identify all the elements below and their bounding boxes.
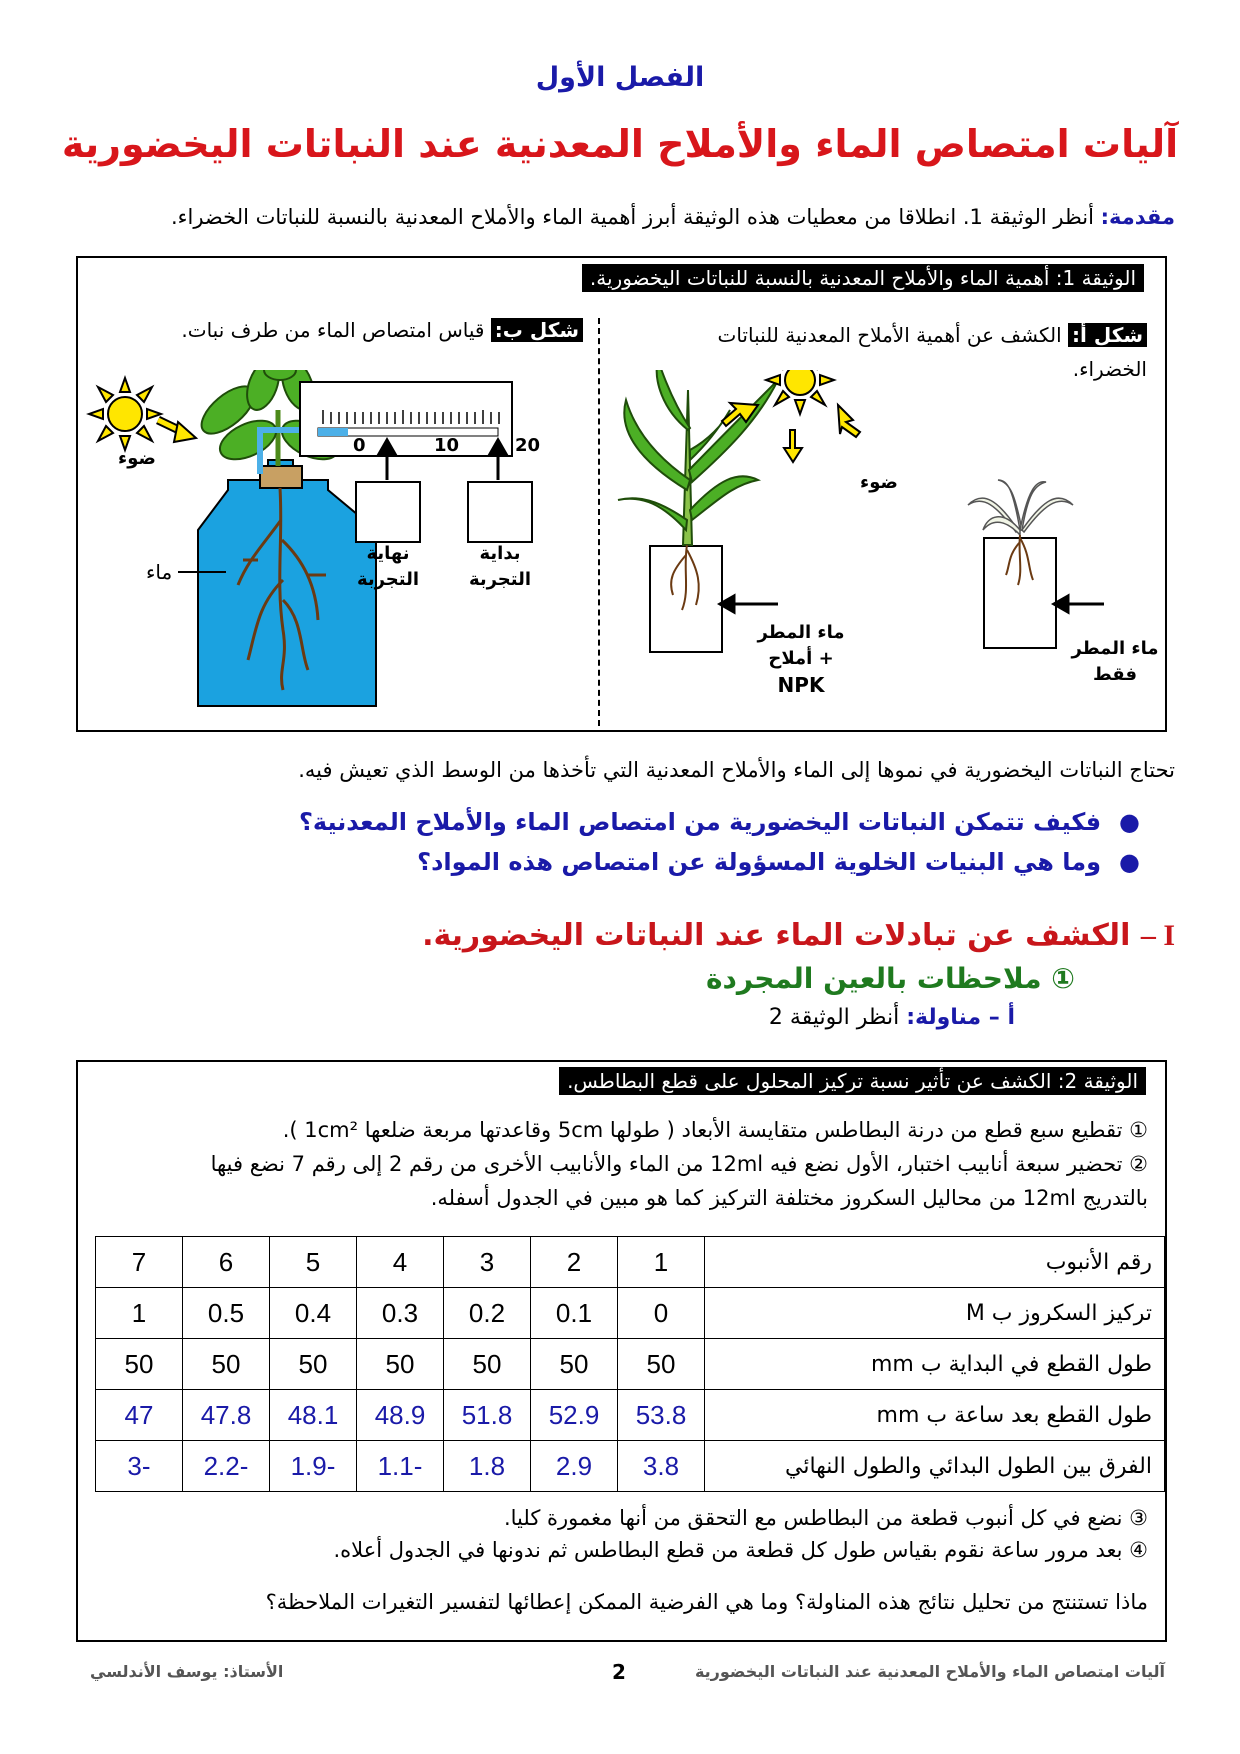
water-label: ماء <box>146 560 173 584</box>
table-cell: 0.4 <box>270 1288 357 1339</box>
table-cell: 0.5 <box>183 1288 270 1339</box>
corn-plant-weak <box>968 480 1073 535</box>
table-cell: 50 <box>96 1339 183 1390</box>
scale-tick-20: 20 <box>515 435 541 456</box>
table-cell: 51.8 <box>444 1390 531 1441</box>
scale-box <box>300 382 512 456</box>
row-header-concentration: تركيز السكروز ب M <box>705 1288 1165 1339</box>
question-1: ●فكيف تتمكن النباتات اليخضورية من امتصاص الماء والأملاح المعدنية؟ <box>298 808 1140 836</box>
row-header-final-length: طول القطع بعد ساعة ب mm <box>705 1390 1165 1441</box>
section-title: الكشف عن تبادلات الماء عند النباتات اليخضورية. <box>422 918 1131 953</box>
figure-b-text: قياس امتصاص الماء من طرف نبات. <box>181 318 485 342</box>
pot-rain-label <box>1070 636 1160 688</box>
table-row <box>96 1339 1165 1390</box>
figure-a-tag: شكل أ: <box>1068 323 1147 347</box>
figure-b-caption <box>181 318 583 342</box>
table-cell: 50 <box>357 1339 444 1390</box>
light-label-b: ضوء <box>118 448 156 469</box>
question-2: ●وما هي البنيات الخلوية المسؤولة عن امتصاص هذه المواد؟ <box>417 848 1140 876</box>
end-label <box>356 541 420 593</box>
table-cell: 47.8 <box>183 1390 270 1441</box>
table-cell: 6 <box>183 1237 270 1288</box>
end-label-line2: التجربة <box>356 569 420 590</box>
footer-author: الأستاذ: يوسف الأندلسي <box>90 1662 284 1681</box>
table-cell: 5 <box>270 1237 357 1288</box>
table-cell: 47 <box>96 1390 183 1441</box>
table-cell: 50 <box>183 1339 270 1390</box>
figure-b-tag: شكل ب: <box>491 318 583 342</box>
step-2b: بالتدريج 12ml من محاليل السكروز مختلفة التركيز كما هو مبين في الجدول أسفله. <box>430 1186 1148 1210</box>
intro-text: أنظر الوثيقة 1. انطلاقا من معطيات هذه الوثيقة أبرز أهمية الماء والأملاح المعدنية بالنسبة للنباتات الخضراء. <box>170 205 1094 229</box>
table-cell: 50 <box>618 1339 705 1390</box>
pot-rain-line1: ماء المطر <box>1071 638 1159 659</box>
section-number: I – <box>1140 919 1175 952</box>
table-cell: 3 <box>444 1237 531 1288</box>
table-cell: 2 <box>531 1237 618 1288</box>
document-2-title: الوثيقة 2: الكشف عن تأثير نسبة تركيز المحلول على قطع البطاطس. <box>559 1067 1146 1095</box>
paragraph-needs: تحتاج النباتات اليخضورية في نموها إلى الماء والأملاح المعدنية التي تأخذها من الوسط الذي تعيش فيه. <box>298 758 1175 782</box>
table-cell: 1 <box>618 1237 705 1288</box>
table-cell: 0.2 <box>444 1288 531 1339</box>
pot-npk-line3: NPK <box>777 673 825 697</box>
start-label-line1: بداية <box>479 543 521 564</box>
table-cell: 53.8 <box>618 1390 705 1441</box>
table-cell: 3.8 <box>618 1441 705 1492</box>
doc2-question: ماذا تستنتج من تحليل نتائج هذه المناولة؟ وما هي الفرضية الممكن إعطائها لتفسير التغيرات الملاحظة؟ <box>265 1590 1148 1614</box>
figure-a-text: الكشف عن أهمية الأملاح المعدنية للنباتات الخضراء. <box>717 323 1147 381</box>
step-4: ④ بعد مرور ساعة نقوم بقياس طول كل قطعة من قطع البطاطس ثم ندونها في الجدول أعلاه. <box>333 1538 1148 1562</box>
pot-npk-line2: + أملاح <box>768 648 834 669</box>
table-cell: 48.1 <box>270 1390 357 1441</box>
table-cell: 0.3 <box>357 1288 444 1339</box>
table-cell: -3 <box>96 1441 183 1492</box>
footer-title: آليات امتصاص الماء والأملاح المعدنية عند النباتات اليخضورية <box>694 1662 1165 1681</box>
scale-tick-10: 10 <box>434 435 460 456</box>
section-heading <box>422 918 1175 953</box>
table-cell: 48.9 <box>357 1390 444 1441</box>
sun-icon-a <box>766 370 834 414</box>
subsection-heading: ① ملاحظات بالعين المجردة <box>705 962 1075 995</box>
page-number: 2 <box>612 1660 626 1684</box>
start-label <box>468 541 532 593</box>
manipulation-label: أ – مناولة: <box>906 1005 1015 1030</box>
table-cell: 50 <box>444 1339 531 1390</box>
row-header-difference: الفرق بين الطول البدائي والطول النهائي <box>705 1441 1165 1492</box>
table-cell: 7 <box>96 1237 183 1288</box>
pot-rain-line2: فقط <box>1092 664 1137 685</box>
table-row <box>96 1288 1165 1339</box>
scale-tick-0: 0 <box>353 435 366 456</box>
table-row <box>96 1390 1165 1441</box>
table-cell: -1.9 <box>270 1441 357 1492</box>
intro-label: مقدمة: <box>1100 205 1175 229</box>
bullet-icon: ● <box>1119 808 1140 836</box>
start-label-line2: التجربة <box>468 569 532 590</box>
table-cell: -1.1 <box>357 1441 444 1492</box>
end-label-line1: نهاية <box>366 543 410 564</box>
end-label-box <box>356 482 420 542</box>
corn-plant-healthy <box>618 370 778 545</box>
table-cell: 52.9 <box>531 1390 618 1441</box>
bullet-icon: ● <box>1119 848 1140 876</box>
sun-icon-b <box>89 378 161 450</box>
light-label-a: ضوء <box>860 472 898 493</box>
table-cell: 1 <box>96 1288 183 1339</box>
start-label-box <box>468 482 532 542</box>
pot-npk-line1: ماء المطر <box>757 622 845 643</box>
npk-arrow <box>720 596 778 612</box>
row-header-initial-length: طول القطع في البداية ب mm <box>705 1339 1165 1390</box>
table-cell: 4 <box>357 1237 444 1288</box>
step-3: ③ نضع في كل أنبوب قطعة من البطاطس مع التحقق من أنها مغمورة كليا. <box>503 1506 1148 1530</box>
table-cell: -2.2 <box>183 1441 270 1492</box>
chapter-heading: الفصل الأول <box>535 62 705 93</box>
table-cell: 50 <box>531 1339 618 1390</box>
table-cell: 0 <box>618 1288 705 1339</box>
manipulation-line <box>769 1005 1015 1030</box>
intro-paragraph <box>171 205 1175 229</box>
rain-arrow <box>1054 596 1104 612</box>
step-1: ① تقطيع سبع قطع من درنة البطاطس متقايسة الأبعاد ( طولها 5cm وقاعدتها مربعة ضلعها 1cm² ). <box>282 1118 1148 1142</box>
table-row <box>96 1237 1165 1288</box>
table-cell: 50 <box>270 1339 357 1390</box>
document-1-illustration <box>78 370 1161 726</box>
cork <box>260 466 302 488</box>
page-title: آليات امتصاص الماء والأملاح المعدنية عند النباتات اليخضورية <box>61 122 1179 166</box>
table-cell: 0.1 <box>531 1288 618 1339</box>
document-1-title: الوثيقة 1: أهمية الماء والأملاح المعدنية بالنسبة للنباتات اليخضورية. <box>582 264 1144 292</box>
row-header-tube: رقم الأنبوب <box>705 1237 1165 1288</box>
water-bottle <box>198 460 376 706</box>
manipulation-text: أنظر الوثيقة 2 <box>768 1005 900 1030</box>
results-table <box>95 1236 1165 1492</box>
table-cell: 2.9 <box>531 1441 618 1492</box>
table-cell: 1.8 <box>444 1441 531 1492</box>
table-row <box>96 1441 1165 1492</box>
step-2a: ② تحضير سبعة أنابيب اختبار، الأول نضع فيه 12ml من الماء والأنابيب الأخرى من رقم 2 إلى رقم 7 نضع فيها <box>210 1152 1148 1176</box>
pot-npk-label <box>756 620 846 698</box>
